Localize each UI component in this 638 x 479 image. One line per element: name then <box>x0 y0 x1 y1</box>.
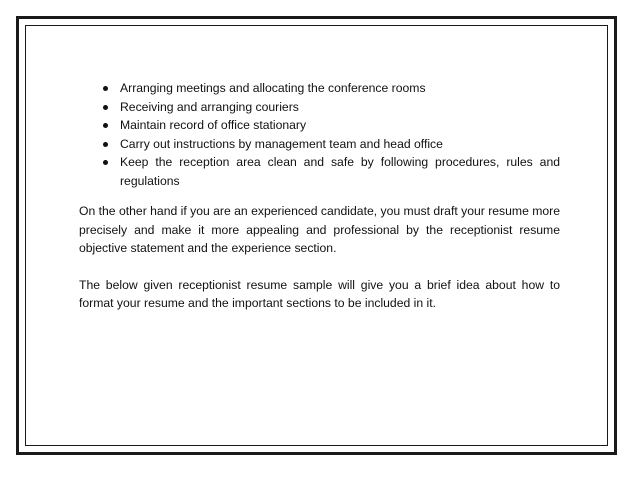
bullet-dot-icon <box>103 105 108 110</box>
paragraph-resume-sample: The below given receptionist resume sample will give you a brief idea about how to format your resume and the important sections to be included in it. <box>79 277 560 310</box>
paragraph-experienced-candidate: On the other hand if you are an experienced candidate, you must draft your resume more precisely and make it more appealing and professional by the receptionist resume objective statement and the experience section. <box>79 204 561 255</box>
document-content <box>79 79 560 331</box>
bullet-text: Maintain record of office stationary <box>120 118 307 132</box>
bullet-item <box>79 79 560 98</box>
bullet-item <box>79 153 560 190</box>
bullet-dot-icon <box>103 160 108 165</box>
bullet-item <box>79 98 560 117</box>
bullet-dot-icon <box>103 123 108 128</box>
bullet-item <box>79 116 560 135</box>
bullet-dot-icon <box>103 86 108 91</box>
bullet-text: Receiving and arranging couriers <box>120 99 299 114</box>
bullet-list <box>79 79 560 190</box>
bullet-item <box>79 135 560 154</box>
bullet-text: Keep the reception area clean and safe by following procedures, rules and regulations <box>120 155 560 188</box>
bullet-dot-icon <box>103 142 108 147</box>
bullet-text: Carry out instructions by management team and head office <box>120 136 443 151</box>
bullet-text: Arranging meetings and allocating the conference rooms <box>120 81 426 95</box>
